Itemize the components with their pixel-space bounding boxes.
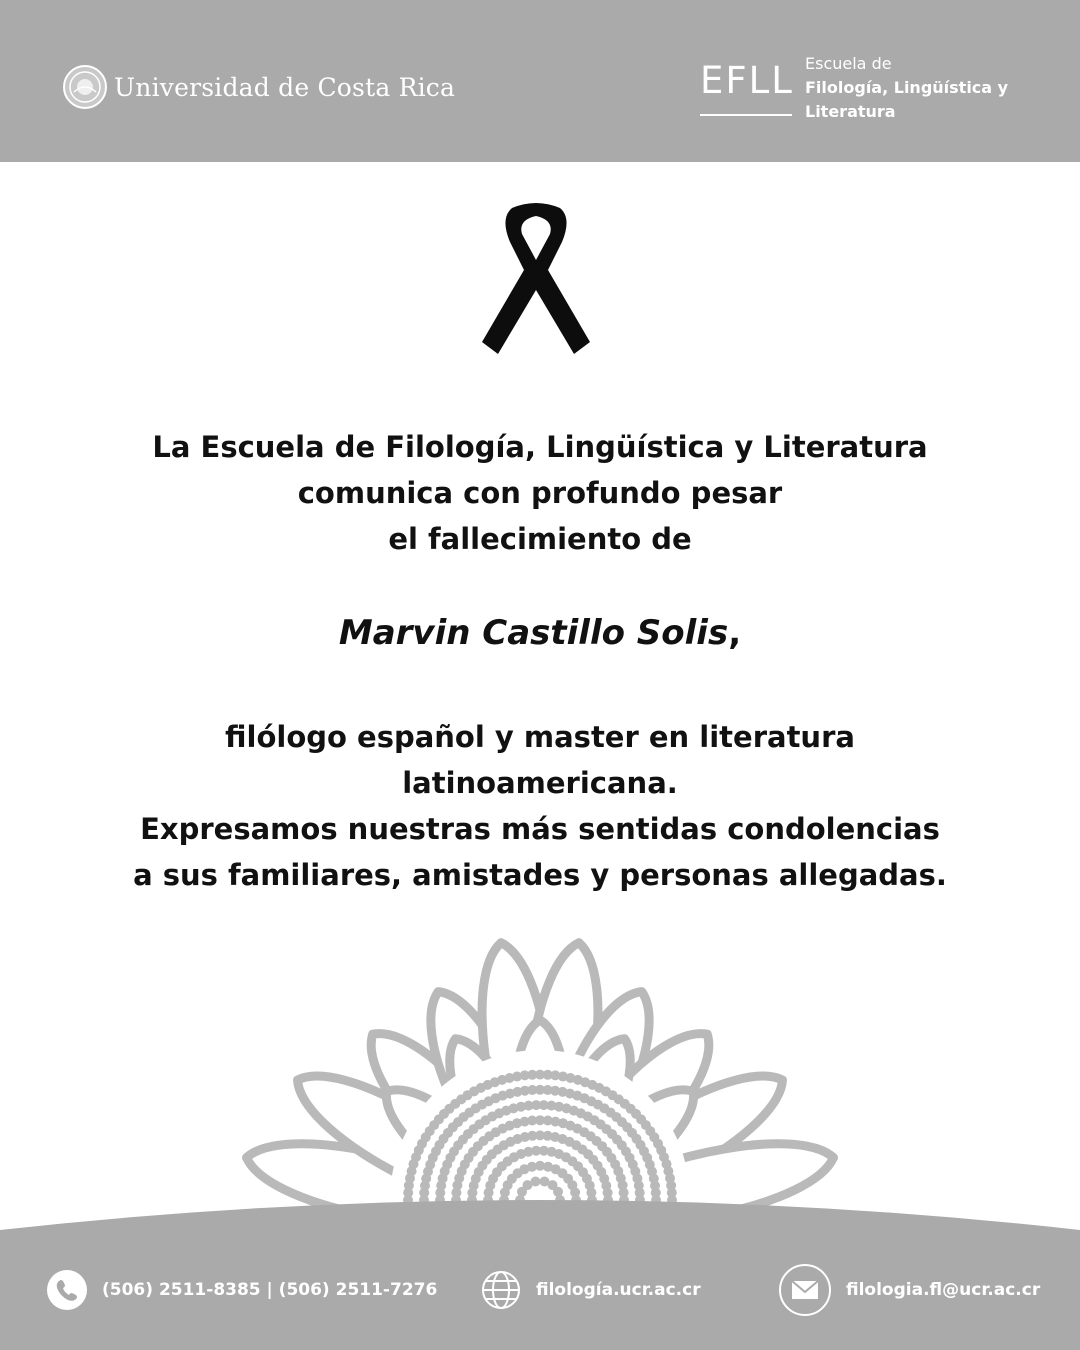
phone-numbers: (506) 2511-8385 | (506) 2511-7276 [102,1280,438,1300]
mourning-ribbon-icon [478,200,594,356]
email-address[interactable]: filologia.fl@ucr.ac.cr [846,1280,1041,1300]
announcement-line-1: La Escuela de Filología, Lingüística y Literatura [152,430,928,464]
university-name: Universidad de Costa Rica [114,72,456,102]
logo-underline [700,114,792,116]
school-name-line-2: Filología, Lingüística y [805,78,1009,97]
announcement-text [40,424,1040,562]
seed-dot [531,1177,541,1187]
description-line-4: a sus familiares, amistades y personas allegadas. [133,858,947,892]
contact-website [480,1268,701,1312]
flower-illustration [0,920,1080,1220]
ucr-logo [62,62,455,112]
description-line-3: Expresamos nuestras más sentidas condolencias [140,812,940,846]
deceased-name [40,608,1040,658]
contact-email [778,1268,1040,1312]
header-band [0,0,1080,162]
website-link[interactable]: filología.ucr.ac.cr [536,1280,701,1300]
school-abbreviation: EFLL [700,59,794,102]
announcement-line-3: el fallecimiento de [388,522,692,556]
school-name-line-1: Escuela de [805,54,892,73]
condolence-text [40,714,1040,898]
envelope-icon [778,1263,832,1317]
school-logo [700,52,1030,124]
school-name [805,52,1008,124]
announcement-line-2: comunica con profundo pesar [297,476,783,510]
description-line-2: latinoamericana. [402,766,678,800]
name-comma: , [728,613,742,653]
globe-icon [480,1269,522,1311]
school-name-line-3: Literatura [805,102,896,121]
phone-icon [46,1269,88,1311]
description-line-1: filólogo español y master en literatura [225,720,855,754]
contact-phone [46,1268,437,1312]
deceased-name-text: Marvin Castillo Solis [338,613,729,653]
university-seal-icon [62,64,108,110]
